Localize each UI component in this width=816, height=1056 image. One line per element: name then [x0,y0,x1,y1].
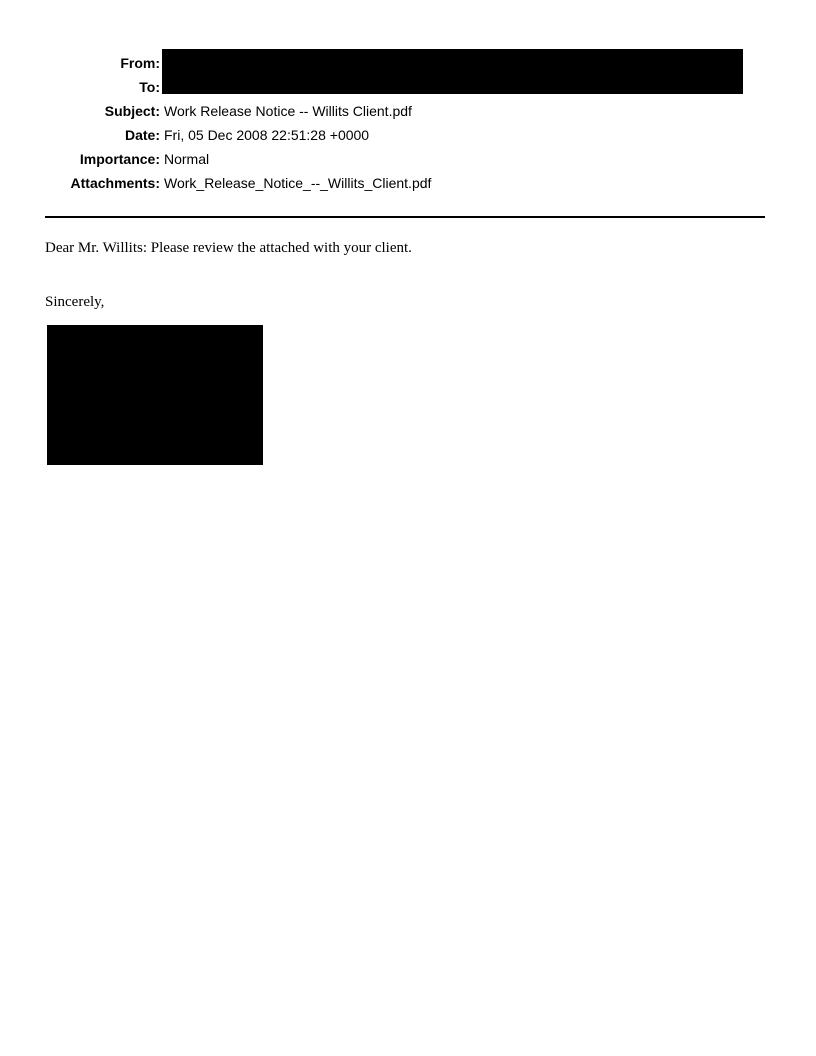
to-label: To: [139,79,160,95]
attachments-label: Attachments: [70,175,160,191]
date-row [0,123,816,147]
subject-row [0,99,816,123]
redaction-block-sender-recipient [162,49,743,94]
date-value: Fri, 05 Dec 2008 22:51:28 +0000 [164,127,370,143]
importance-row [0,147,816,171]
attachment-link[interactable]: Work_Release_Notice_--_Willits_Client.pdf [164,175,432,191]
body-greeting: Dear Mr. Willits: Please review the attached with your client. [45,240,412,256]
header-divider [45,216,765,218]
redaction-block-signature [47,325,263,465]
subject-value: Work Release Notice -- Willits Client.pdf [164,103,412,119]
importance-label: Importance: [79,151,160,167]
attachments-row [0,171,816,195]
subject-label: Subject: [104,103,160,119]
date-label: Date: [124,127,160,143]
from-label: From: [120,55,160,71]
body-closing: Sincerely, [45,294,105,310]
importance-value: Normal [164,151,210,167]
